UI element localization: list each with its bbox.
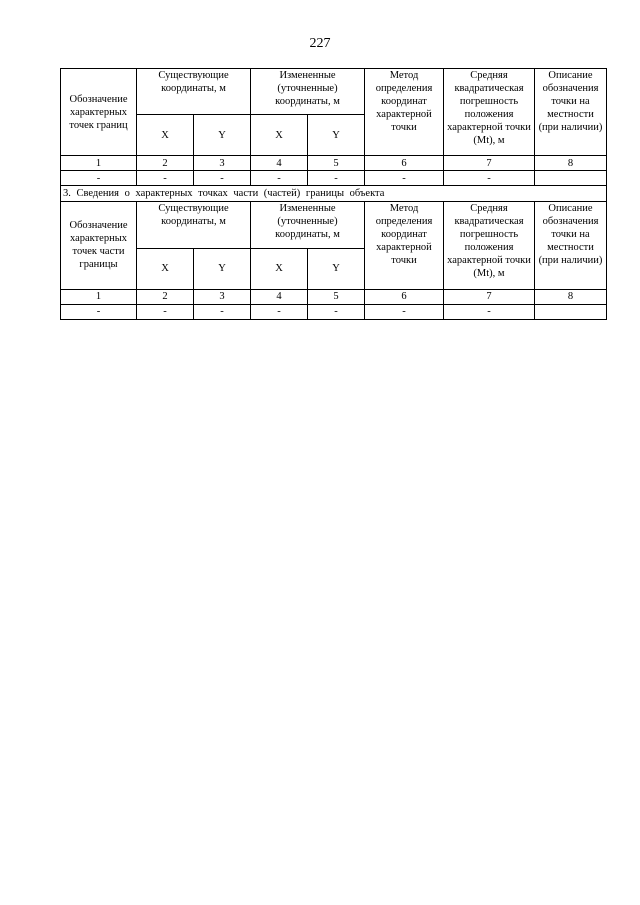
header-point-designation: Обозначение характерных точек границ bbox=[61, 69, 137, 156]
table-cell: - bbox=[61, 171, 137, 186]
header-description: Описание обозначения точки на местности (при наличии) bbox=[535, 69, 607, 156]
header-point-designation: Обозначение характерных точек части границы bbox=[61, 202, 137, 289]
header-method: Метод определения координат характерной точки bbox=[365, 69, 444, 156]
column-number: 1 bbox=[61, 289, 137, 304]
section-3-title: 3. Сведения о характерных точках части (частей) границы объекта bbox=[61, 186, 607, 202]
table-row bbox=[61, 171, 607, 186]
header-method: Метод определения координат характерной точки bbox=[365, 202, 444, 289]
header-changed-coordinates: Измененные (уточненные) координаты, м bbox=[251, 202, 365, 248]
header-mean-error: Средняя квадратическая погрешность положения характерной точки (Mt), м bbox=[444, 202, 535, 289]
header-changed-y: Y bbox=[308, 115, 365, 156]
column-number: 4 bbox=[251, 289, 308, 304]
table-row bbox=[61, 304, 607, 319]
column-number: 3 bbox=[194, 289, 251, 304]
table-cell: - bbox=[444, 171, 535, 186]
column-number: 1 bbox=[61, 156, 137, 171]
characteristic-points-table bbox=[60, 68, 607, 202]
column-number: 8 bbox=[535, 289, 607, 304]
header-mean-error: Средняя квадратическая погрешность положения характерной точки (Mt), м bbox=[444, 69, 535, 156]
header-existing-coordinates: Существующие координаты, м bbox=[137, 202, 251, 248]
table-cell: - bbox=[137, 171, 194, 186]
column-numbers-row bbox=[61, 156, 607, 171]
column-number: 5 bbox=[308, 156, 365, 171]
table-cell bbox=[535, 304, 607, 319]
table-cell bbox=[535, 171, 607, 186]
header-existing-x: X bbox=[137, 115, 194, 156]
column-number: 7 bbox=[444, 289, 535, 304]
header-description: Описание обозначения точки на местности (при наличии) bbox=[535, 202, 607, 289]
header-changed-y: Y bbox=[308, 248, 365, 289]
part-boundary-points-table bbox=[60, 202, 607, 320]
column-number: 6 bbox=[365, 156, 444, 171]
table-cell: - bbox=[194, 304, 251, 319]
table-cell: - bbox=[308, 304, 365, 319]
column-number: 2 bbox=[137, 156, 194, 171]
header-existing-x: X bbox=[137, 248, 194, 289]
table-cell: - bbox=[365, 304, 444, 319]
column-number: 2 bbox=[137, 289, 194, 304]
table-cell: - bbox=[61, 304, 137, 319]
column-number: 4 bbox=[251, 156, 308, 171]
table-cell: - bbox=[251, 171, 308, 186]
column-number: 5 bbox=[308, 289, 365, 304]
header-changed-x: X bbox=[251, 248, 308, 289]
column-number: 7 bbox=[444, 156, 535, 171]
header-changed-coordinates: Измененные (уточненные) координаты, м bbox=[251, 69, 365, 115]
table-cell: - bbox=[194, 171, 251, 186]
table-cell: - bbox=[251, 304, 308, 319]
column-number: 6 bbox=[365, 289, 444, 304]
header-existing-coordinates: Существующие координаты, м bbox=[137, 69, 251, 115]
table-cell: - bbox=[365, 171, 444, 186]
column-number: 8 bbox=[535, 156, 607, 171]
header-changed-x: X bbox=[251, 115, 308, 156]
table-cell: - bbox=[308, 171, 365, 186]
column-number: 3 bbox=[194, 156, 251, 171]
header-existing-y: Y bbox=[194, 115, 251, 156]
column-numbers-row bbox=[61, 289, 607, 304]
section-3-row bbox=[61, 186, 607, 202]
table-cell: - bbox=[444, 304, 535, 319]
page-number: 227 bbox=[309, 36, 331, 51]
header-existing-y: Y bbox=[194, 248, 251, 289]
table-cell: - bbox=[137, 304, 194, 319]
